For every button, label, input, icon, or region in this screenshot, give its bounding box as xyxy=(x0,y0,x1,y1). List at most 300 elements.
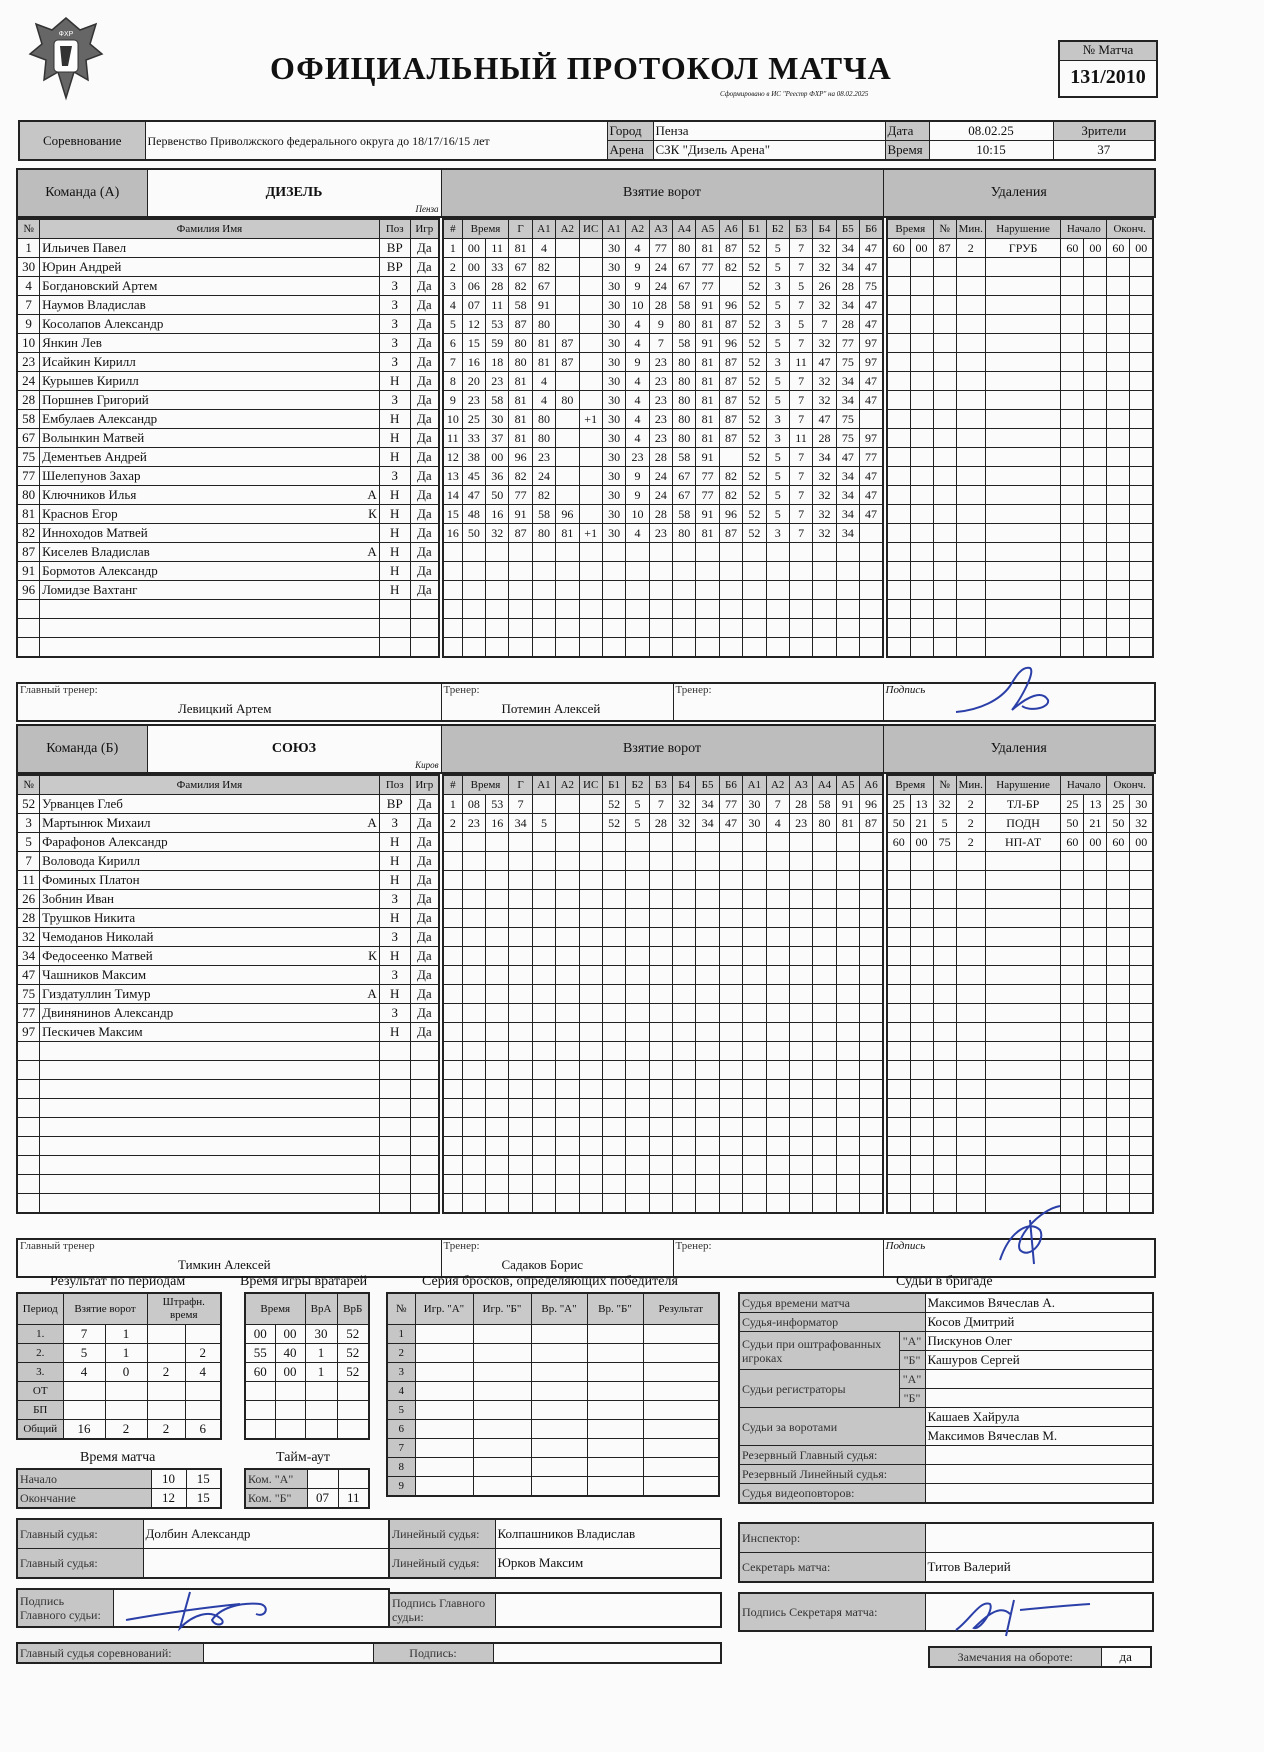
goal-cell: 47 xyxy=(813,410,836,429)
shootout-cell xyxy=(531,1363,587,1382)
table-row xyxy=(17,239,439,258)
goal-cell: 96 xyxy=(860,795,884,814)
period-value: 2 xyxy=(147,1420,185,1440)
goal-row xyxy=(443,928,883,947)
team_a-goal-header: Б6 xyxy=(860,219,884,239)
player-name xyxy=(40,315,380,334)
shootout-cell xyxy=(473,1458,531,1477)
penalty-cell: ГРУБ xyxy=(985,239,1060,258)
goal-cell: 11 xyxy=(789,353,812,372)
goal-cell xyxy=(836,871,859,890)
goal-cell: 3 xyxy=(766,410,789,429)
penalty-cell xyxy=(956,315,985,334)
goal-cell: 28 xyxy=(649,505,672,524)
penalty-cell xyxy=(1107,391,1130,410)
table-row xyxy=(17,296,439,315)
table-row xyxy=(17,833,439,852)
period-value: 1 xyxy=(105,1325,147,1344)
goal-cell xyxy=(509,909,532,928)
player-played: Да xyxy=(410,277,439,296)
player-number: 7 xyxy=(17,296,40,315)
team_a-goal-header: А4 xyxy=(673,219,696,239)
goal-cell xyxy=(579,1023,602,1042)
goal-cell xyxy=(673,909,696,928)
goal-cell xyxy=(509,947,532,966)
goal-cell: +1 xyxy=(579,410,602,429)
goal-cell: 7 xyxy=(789,486,812,505)
period-value xyxy=(147,1401,185,1420)
penalty-cell xyxy=(933,391,956,410)
goal-cell xyxy=(860,1080,884,1099)
goal-cell xyxy=(509,852,532,871)
goal-cell xyxy=(766,600,789,619)
line-ref-2-label: Линейный судья: xyxy=(389,1549,495,1579)
goal-row xyxy=(443,581,883,600)
goal-row xyxy=(443,1042,883,1061)
table-row xyxy=(17,467,439,486)
main-ref-2-name xyxy=(143,1549,389,1579)
penalty-cell xyxy=(985,638,1060,658)
goal-cell xyxy=(462,928,485,947)
player-name xyxy=(40,985,380,1004)
penalty-cell xyxy=(985,581,1060,600)
player-number: 75 xyxy=(17,985,40,1004)
goal-cell xyxy=(556,543,579,562)
goal-cell: 4 xyxy=(626,391,649,410)
penalty-cell xyxy=(933,928,956,947)
goal-cell: 3 xyxy=(766,524,789,543)
penalty-cell xyxy=(1107,315,1130,334)
goal-cell: 4 xyxy=(626,239,649,258)
team_b-goal-header: Б3 xyxy=(649,775,672,795)
goal-cell: 81 xyxy=(509,429,532,448)
penalty-cell xyxy=(956,296,985,315)
penalty-cell xyxy=(1061,947,1084,966)
table-row xyxy=(17,258,439,277)
goalie-cell: 00 xyxy=(245,1325,275,1344)
goal-cell xyxy=(486,1137,509,1156)
team_a-penalty-header: Время xyxy=(887,219,933,239)
goal-cell xyxy=(579,1156,602,1175)
goal-cell xyxy=(673,1042,696,1061)
goal-cell: 82 xyxy=(509,277,532,296)
goal-cell xyxy=(860,600,884,619)
goal-cell xyxy=(626,562,649,581)
penalty-cell xyxy=(985,353,1060,372)
penalty-cell xyxy=(1084,1061,1107,1080)
goal-cell xyxy=(789,909,812,928)
goal-cell xyxy=(673,619,696,638)
goal-cell xyxy=(649,1194,672,1214)
player-name xyxy=(40,1156,380,1175)
penalty-cell xyxy=(1061,410,1084,429)
penalty-cell xyxy=(910,486,933,505)
goal-cell xyxy=(486,871,509,890)
period-value: 2 xyxy=(185,1344,221,1363)
player-number: 28 xyxy=(17,909,40,928)
penalty-row xyxy=(887,543,1153,562)
penalty-cell xyxy=(1130,486,1153,505)
penalty-cell xyxy=(1061,852,1084,871)
goal-cell xyxy=(766,1080,789,1099)
goal-cell: 00 xyxy=(486,448,509,467)
shootout-cell xyxy=(643,1458,719,1477)
goal-cell: 45 xyxy=(462,467,485,486)
goal-cell: 59 xyxy=(486,334,509,353)
goal-cell: 58 xyxy=(813,795,836,814)
penalty-row xyxy=(887,562,1153,581)
player-position: ВР xyxy=(379,795,410,814)
table-row xyxy=(17,1194,439,1214)
penalty-cell xyxy=(956,505,985,524)
goal-cell xyxy=(743,1118,766,1137)
goal-cell xyxy=(579,814,602,833)
penalty-cell xyxy=(887,258,910,277)
player-played xyxy=(410,1042,439,1061)
penalty-cell xyxy=(910,315,933,334)
player-position: ВР xyxy=(379,239,410,258)
penalty-row xyxy=(887,852,1153,871)
goal-cell: 30 xyxy=(743,795,766,814)
line-ref-2-name: Юрков Максим xyxy=(495,1549,721,1579)
player-played: Да xyxy=(410,315,439,334)
goal-cell: 24 xyxy=(649,467,672,486)
goal-cell xyxy=(532,909,555,928)
penalty-cell xyxy=(910,391,933,410)
goal-cell: 52 xyxy=(743,524,766,543)
goal-cell xyxy=(860,1156,884,1175)
player-position: Н xyxy=(379,543,410,562)
table-row xyxy=(17,543,439,562)
remarks-value: да xyxy=(1101,1647,1151,1667)
period-value xyxy=(185,1382,221,1401)
goal-cell: 5 xyxy=(766,334,789,353)
goal-cell xyxy=(462,871,485,890)
goal-cell: 15 xyxy=(462,334,485,353)
goal-cell: 75 xyxy=(836,353,859,372)
goal-cell xyxy=(789,619,812,638)
goal-cell xyxy=(443,871,462,890)
penalty-cell xyxy=(933,852,956,871)
player-position: Н xyxy=(379,486,410,505)
table-row xyxy=(17,429,439,448)
player-number: 58 xyxy=(17,410,40,429)
goal-row xyxy=(443,410,883,429)
shootout-number: 7 xyxy=(387,1439,415,1458)
goal-cell: 34 xyxy=(836,239,859,258)
penalty-cell xyxy=(933,505,956,524)
penalty-cell xyxy=(1107,429,1130,448)
penalty-cell xyxy=(1130,505,1153,524)
goal-cell: 4 xyxy=(532,391,555,410)
table-row xyxy=(17,638,439,658)
period-value: 1 xyxy=(105,1344,147,1363)
goal-cell xyxy=(579,928,602,947)
goal-row xyxy=(443,985,883,1004)
goal-cell: 87 xyxy=(719,353,742,372)
goal-cell: 77 xyxy=(696,277,719,296)
goal-cell: 28 xyxy=(649,448,672,467)
goal-cell xyxy=(649,562,672,581)
penalty-cell xyxy=(1061,1099,1084,1118)
penalty-cell: 00 xyxy=(1084,239,1107,258)
goal-cell: 81 xyxy=(509,372,532,391)
goal-cell: 30 xyxy=(602,277,625,296)
goal-cell xyxy=(649,1118,672,1137)
main-ref-2-signature-cell xyxy=(495,1593,721,1627)
goal-cell: 5 xyxy=(766,372,789,391)
goal-cell xyxy=(743,581,766,600)
goal-cell xyxy=(556,448,579,467)
goal-cell xyxy=(579,581,602,600)
penalty-row xyxy=(887,600,1153,619)
team_a-coach-name: Потемин Алексей xyxy=(501,701,601,716)
period-value: 6 xyxy=(185,1420,221,1440)
player-name-text: Воловода Кирилл xyxy=(42,853,140,868)
goal-cell xyxy=(696,562,719,581)
shootout-header: Игр. "Б" xyxy=(473,1293,531,1325)
table-row xyxy=(17,334,439,353)
goal-cell: 47 xyxy=(719,814,742,833)
goal-cell: 52 xyxy=(743,239,766,258)
penalty-cell xyxy=(956,1099,985,1118)
penalty-cell xyxy=(887,505,910,524)
player-position xyxy=(379,638,410,658)
team_b-penalty-header: Нарушение xyxy=(985,775,1060,795)
shootout-title: Серия бросков, определяющих победителя xyxy=(422,1274,678,1289)
goal-cell: 87 xyxy=(556,353,579,372)
goal-cell xyxy=(626,852,649,871)
goal-row xyxy=(443,1023,883,1042)
goal-cell: 9 xyxy=(626,353,649,372)
goal-cell: 81 xyxy=(696,524,719,543)
player-position: Н xyxy=(379,372,410,391)
table-row xyxy=(17,410,439,429)
shootout-header: Вр. "Б" xyxy=(587,1293,643,1325)
goal-cell xyxy=(813,1194,836,1214)
goal-cell xyxy=(556,814,579,833)
penalty-cell xyxy=(887,947,910,966)
penalty-cell xyxy=(887,410,910,429)
team_a-roster-header: Фамилия Имя xyxy=(40,219,380,239)
goal-cell xyxy=(486,833,509,852)
penalty-row xyxy=(887,410,1153,429)
goal-cell xyxy=(836,581,859,600)
goal-cell xyxy=(462,890,485,909)
penalty-cell xyxy=(933,543,956,562)
goal-cell xyxy=(719,1118,742,1137)
penalty-cell xyxy=(956,909,985,928)
penalty-cell: 60 xyxy=(1061,833,1084,852)
goal-cell xyxy=(673,1004,696,1023)
player-name-text: Дементьев Андрей xyxy=(42,449,147,464)
team_b-goals-title: Взятие ворот xyxy=(441,725,883,773)
penalty-cell: 50 xyxy=(887,814,910,833)
goal-cell: 52 xyxy=(602,814,625,833)
player-played: Да xyxy=(410,871,439,890)
shootout-cell xyxy=(643,1382,719,1401)
goal-cell xyxy=(509,600,532,619)
penalty-cell xyxy=(1130,638,1153,658)
goal-cell: 47 xyxy=(860,505,884,524)
goal-cell: 28 xyxy=(649,814,672,833)
goal-cell xyxy=(696,833,719,852)
player-name-text: Краснов Егор xyxy=(42,506,118,521)
goal-cell xyxy=(532,1137,555,1156)
shootout-cell xyxy=(587,1458,643,1477)
goal-cell xyxy=(836,1194,859,1214)
penalty-row xyxy=(887,258,1153,277)
goal-cell xyxy=(532,1023,555,1042)
goal-cell: 87 xyxy=(719,391,742,410)
arena-label: Арена xyxy=(607,141,653,161)
penalty-cell xyxy=(956,543,985,562)
goal-cell xyxy=(673,1080,696,1099)
penalty-row xyxy=(887,1004,1153,1023)
goal-cell xyxy=(556,1004,579,1023)
goalie-cell xyxy=(245,1382,275,1401)
player-position: З xyxy=(379,277,410,296)
player-role: А xyxy=(367,487,377,502)
penalty-cell xyxy=(1084,410,1107,429)
shootout-cell xyxy=(643,1420,719,1439)
goal-cell xyxy=(673,1023,696,1042)
player-name-text: Шелепунов Захар xyxy=(42,468,141,483)
player-played: Да xyxy=(410,985,439,1004)
penalty-cell xyxy=(1130,315,1153,334)
penalty-row xyxy=(887,1061,1153,1080)
goal-cell: 81 xyxy=(696,372,719,391)
shootout-cell xyxy=(531,1325,587,1344)
goal-cell: 58 xyxy=(486,391,509,410)
shootout-cell xyxy=(531,1420,587,1439)
goal-cell xyxy=(579,372,602,391)
goal-cell: 00 xyxy=(462,258,485,277)
penalty-cell xyxy=(1107,372,1130,391)
penalty-cell xyxy=(956,890,985,909)
team_b-goal-header: Б1 xyxy=(602,775,625,795)
goal-cell: 32 xyxy=(673,795,696,814)
penalty-cell xyxy=(956,1004,985,1023)
penalty-cell xyxy=(1130,966,1153,985)
goal-cell xyxy=(602,966,625,985)
goal-cell xyxy=(696,871,719,890)
penalty-cell xyxy=(1061,562,1084,581)
goalie-cell: 00 xyxy=(275,1325,305,1344)
penalty-cell xyxy=(933,871,956,890)
team_a-sign-label: Подпись xyxy=(885,684,926,696)
penalty-cell xyxy=(1084,1118,1107,1137)
info-table xyxy=(18,120,1156,161)
goal-cell: 28 xyxy=(836,315,859,334)
penalty-cell xyxy=(1107,410,1130,429)
player-name xyxy=(40,486,380,505)
goal-cell xyxy=(532,600,555,619)
shootout-cell xyxy=(531,1458,587,1477)
team_b-city: Киров xyxy=(415,760,439,770)
table-row xyxy=(17,795,439,814)
penalty-b-name: Кашуров Сергей xyxy=(925,1351,1153,1370)
goal-cell: 47 xyxy=(860,391,884,410)
goal-cell xyxy=(813,1042,836,1061)
goal-cell: 23 xyxy=(649,410,672,429)
penalty-cell xyxy=(956,619,985,638)
goal-cell: 4 xyxy=(626,372,649,391)
match-start-hours: 10 xyxy=(151,1469,186,1489)
penalty-row xyxy=(887,814,1153,833)
goal-row xyxy=(443,795,883,814)
team_b-roster-header: Игр xyxy=(410,775,439,795)
penalty-cell xyxy=(1107,277,1130,296)
goal-cell xyxy=(486,1194,509,1214)
shootout-cell xyxy=(643,1363,719,1382)
goal-cell xyxy=(556,985,579,1004)
goal-cell xyxy=(766,966,789,985)
time-value: 10:15 xyxy=(929,141,1053,161)
shootout-cell xyxy=(415,1477,473,1497)
penalty-cell xyxy=(985,524,1060,543)
main-ref-2-sign-table xyxy=(388,1592,722,1628)
player-played xyxy=(410,1194,439,1214)
goal-cell xyxy=(719,947,742,966)
goal-cell: 33 xyxy=(486,258,509,277)
goal-cell: 34 xyxy=(836,505,859,524)
goal-cell: 80 xyxy=(673,524,696,543)
penalty-cell xyxy=(1084,600,1107,619)
penalty-row xyxy=(887,1042,1153,1061)
penalty-cell xyxy=(910,871,933,890)
secretary-label: Секретарь матча: xyxy=(739,1553,925,1583)
penalty-cell xyxy=(1130,543,1153,562)
goal-cell xyxy=(602,600,625,619)
goal-cell xyxy=(626,1023,649,1042)
video-ref-name xyxy=(925,1484,1153,1504)
penalty-cell xyxy=(985,372,1060,391)
goal-cell xyxy=(462,619,485,638)
team_a-goal-header: Б5 xyxy=(836,219,859,239)
penalty-cell xyxy=(1084,581,1107,600)
penalty-cell: 2 xyxy=(956,814,985,833)
goal-cell: 97 xyxy=(860,429,884,448)
table-row xyxy=(17,1137,439,1156)
goal-cell: 4 xyxy=(532,239,555,258)
page-subtitle: Сформировано в ИС "Реестр ФХР" на 08.02.2025 xyxy=(720,90,869,98)
video-ref-label: Судья видеоповторов: xyxy=(739,1484,925,1504)
penalty-cell xyxy=(887,1099,910,1118)
goal-cell xyxy=(743,928,766,947)
penalty-cell xyxy=(910,372,933,391)
inspector-name xyxy=(925,1523,1153,1553)
shootout-row xyxy=(387,1382,719,1401)
penalty-cell: 25 xyxy=(887,795,910,814)
penalty-b-tag: "Б" xyxy=(899,1351,925,1370)
goal-row xyxy=(443,966,883,985)
player-number xyxy=(17,1137,40,1156)
team_b-sign-label: Подпись xyxy=(885,1240,926,1252)
penalty-cell xyxy=(985,258,1060,277)
goal-cell: 11 xyxy=(789,429,812,448)
penalty-cell xyxy=(1130,1061,1153,1080)
goal-cell: 5 xyxy=(766,391,789,410)
penalty-cell xyxy=(933,372,956,391)
player-name-text: Поршнев Григорий xyxy=(42,392,149,407)
player-name xyxy=(40,296,380,315)
goal-cell xyxy=(789,1118,812,1137)
team_b-coach-cell xyxy=(441,1239,673,1277)
penalty-cell xyxy=(910,1061,933,1080)
goal-cell xyxy=(743,638,766,658)
goal-cell xyxy=(766,852,789,871)
